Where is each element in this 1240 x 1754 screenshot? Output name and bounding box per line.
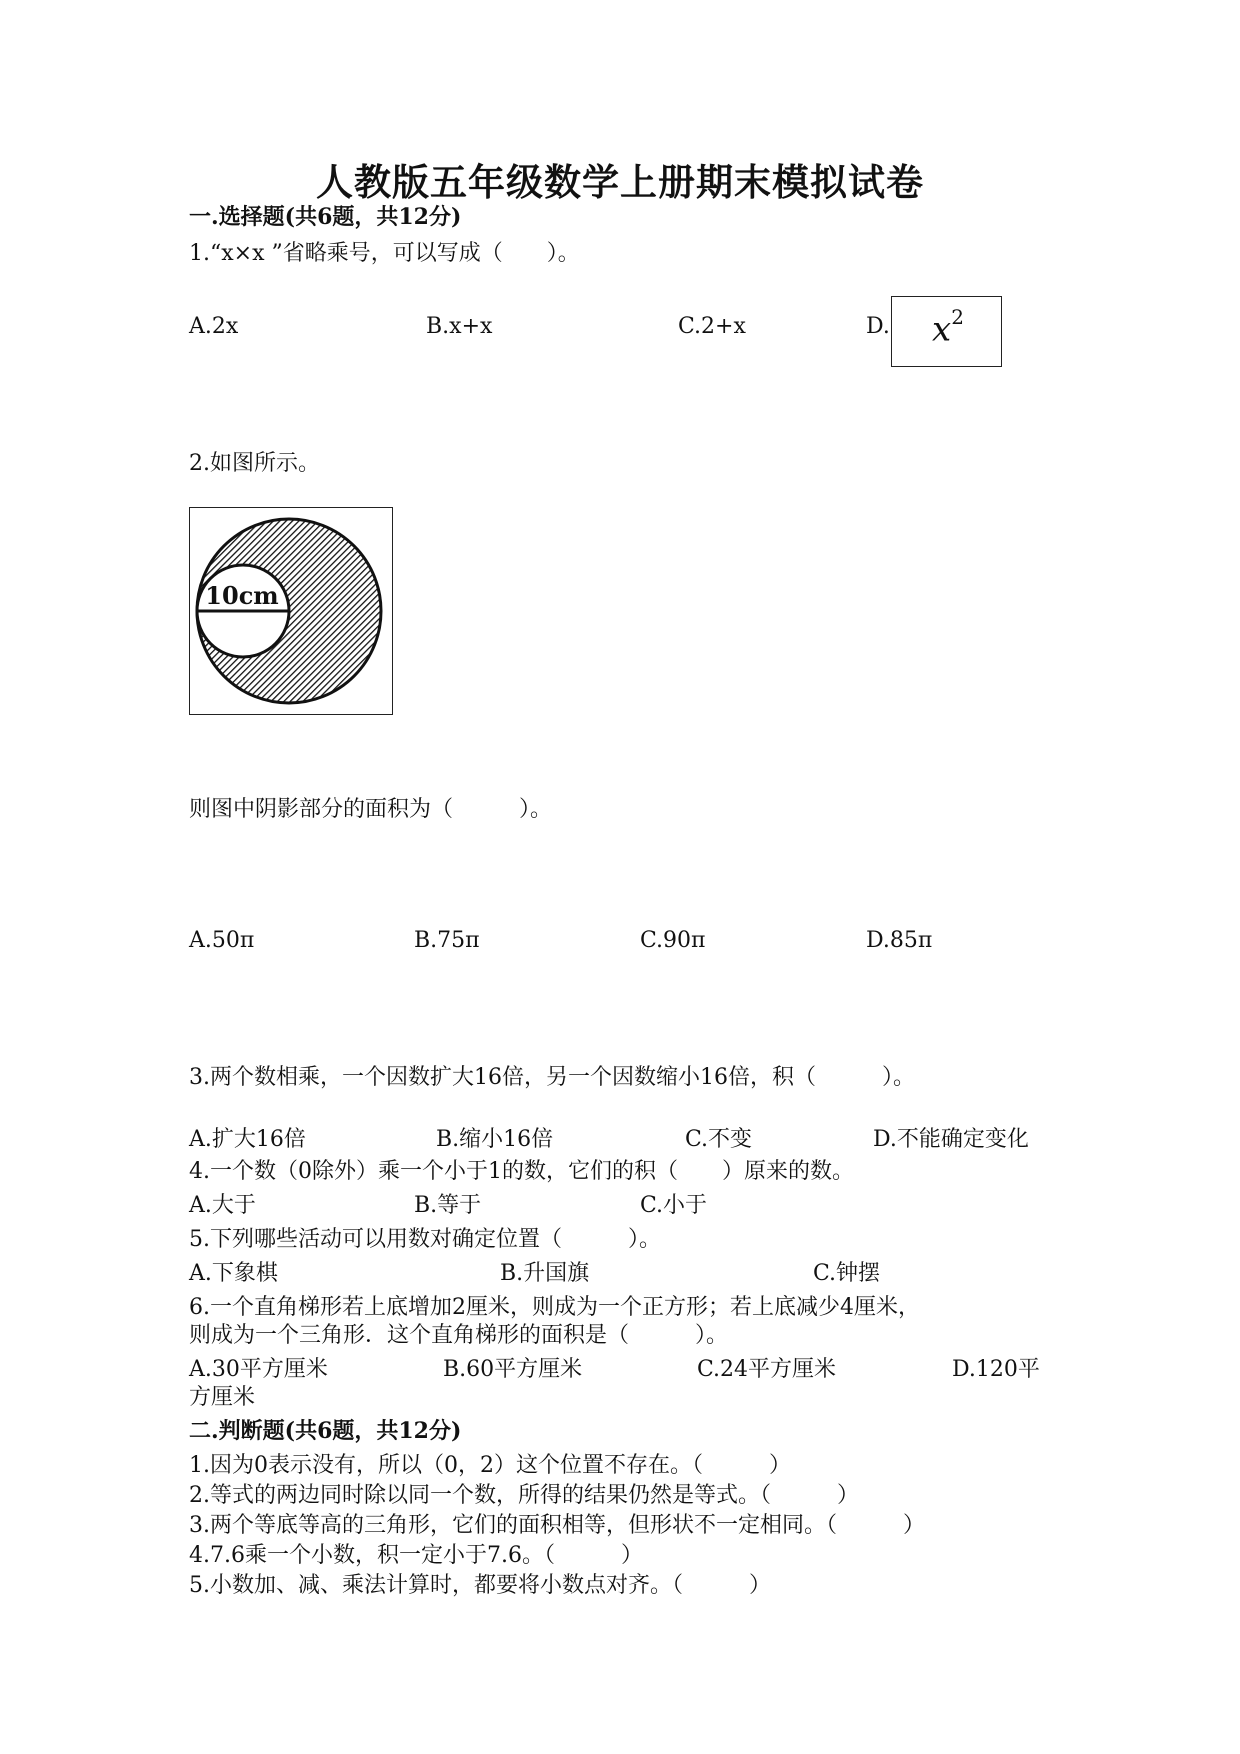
q6-option-b: B.60平方厘米 [443,1357,583,1382]
q1-option-d: D. [866,314,890,339]
judge-item-2: 2.等式的两边同时除以同一个数，所得的结果仍然是等式。（ ） [189,1483,859,1508]
q3-stem: 3.两个数相乘，一个因数扩大16倍，另一个因数缩小16倍，积（ ）。 [189,1065,915,1090]
q1-option-c: C.2+x [678,314,746,339]
q6-stem-line2: 则成为一个三角形．这个直角梯形的面积是（ ）。 [189,1323,729,1348]
q6-option-c: C.24平方厘米 [697,1357,837,1382]
q5-option-c: C.钟摆 [813,1261,881,1286]
q4-option-a: A.大于 [189,1193,256,1218]
q5-option-b: B.升国旗 [500,1261,590,1286]
judge-item-1: 1.因为0表示没有，所以（0，2）这个位置不存在。（ ） [189,1453,791,1478]
q1-option-d-formula: $x^2$ [932,305,964,350]
q4-stem: 4.一个数（0除外）乘一个小于1的数，它们的积（ ）原来的数。 [189,1159,854,1184]
q2-option-d: D.85π [866,928,933,953]
q1-option-b: B.x+x [426,314,493,339]
figure-label: 10cm [205,581,279,610]
section2-heading: 二.判断题(共6题，共12分) [189,1418,462,1444]
section1-heading: 一.选择题(共6题，共12分) [189,204,462,230]
q5-option-a: A.下象棋 [189,1261,278,1286]
q1-stem: 1.“x×x ”省略乘号，可以写成（ ）。 [189,241,580,266]
judge-item-4: 4.7.6乘一个小数，积一定小于7.6。（ ） [189,1543,643,1568]
q6-option-a: A.30平方厘米 [189,1357,328,1382]
q4-option-c: C.小于 [640,1193,708,1218]
judge-item-3: 3.两个等底等高的三角形，它们的面积相等，但形状不一定相同。（ ） [189,1513,925,1538]
q6-option-d: D.120平 [952,1357,1040,1382]
q2-question: 则图中阴影部分的面积为（ ）。 [189,797,553,822]
q1-option-a: A.2x [189,314,239,339]
q2-stem: 2.如图所示。 [189,451,320,476]
q1-option-d-formula-box [891,296,1002,367]
q5-stem: 5.下列哪些活动可以用数对确定位置（ ）。 [189,1227,661,1252]
q2-option-a: A.50π [189,928,255,953]
q4-option-b: B.等于 [414,1193,482,1218]
q2-option-c: C.90π [640,928,706,953]
q3-option-b: B.缩小16倍 [436,1127,554,1152]
q3-option-a: A.扩大16倍 [189,1127,306,1152]
q3-option-c: C.不变 [685,1127,753,1152]
page-title: 人教版五年级数学上册期末模拟试卷 [316,160,924,204]
q2-option-b: B.75π [414,928,480,953]
q3-option-d: D.不能确定变化 [873,1127,1029,1152]
q6-stem-line1: 6.一个直角梯形若上底增加2厘米，则成为一个正方形；若上底减少4厘米， [189,1295,920,1320]
judge-item-5: 5.小数加、减、乘法计算时，都要将小数点对齐。（ ） [189,1573,771,1598]
q6-option-d-wrap: 方厘米 [189,1385,256,1410]
q2-figure [189,507,393,715]
circle-figure [190,508,391,713]
